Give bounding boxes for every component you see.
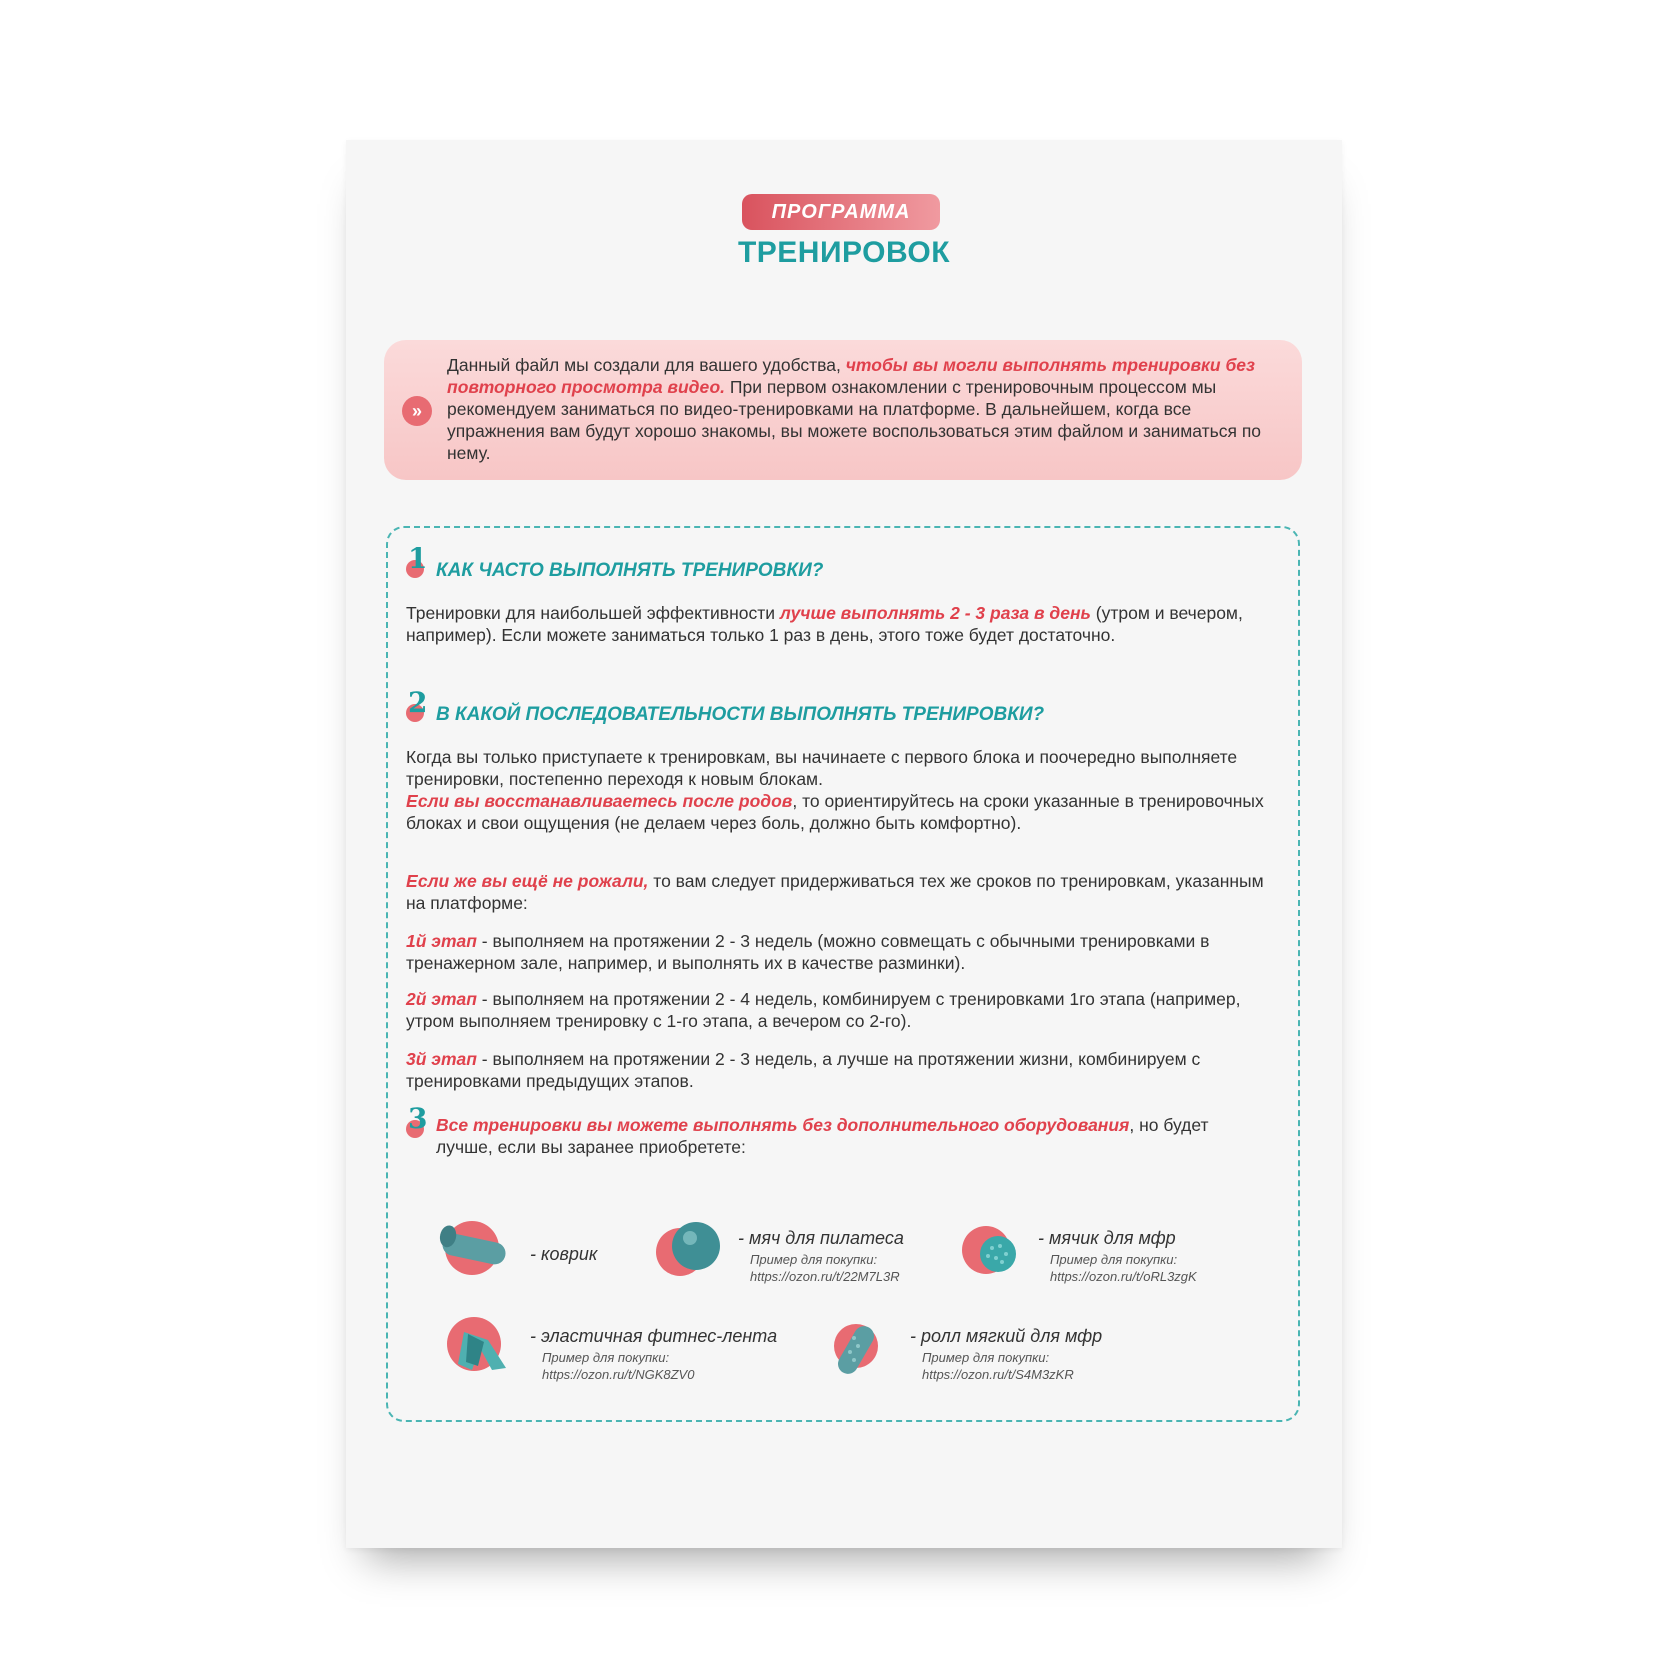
roll-hint: Пример для покупки: <box>922 1350 1050 1365</box>
ball-label: - мяч для пилатеса <box>738 1228 904 1248</box>
program-badge: ПРОГРАММА <box>742 194 940 230</box>
section-2-p3: Если же вы ещё не рожали, то вам следует придерживаться тех же сроков по тренировкам, указанным на платформе: <box>406 871 1264 913</box>
stage-1-text: 1й этап - выполняем на протяжении 2 - 3 недель (можно совмещать с обычными тренировками в тренажерном зале, например, и выполнять их в качестве разминки). <box>406 931 1210 973</box>
ball-link[interactable]: https://ozon.ru/t/22M7L3R <box>750 1269 900 1284</box>
roll-link[interactable]: https://ozon.ru/t/S4M3zKR <box>922 1367 1074 1382</box>
mfr-ball-hint: Пример для покупки: <box>1050 1252 1178 1267</box>
document-page <box>346 140 1342 1548</box>
mfr-ball-label: - мячик для мфр <box>1038 1228 1176 1248</box>
ball-hint: Пример для покупки: <box>750 1252 878 1267</box>
band-label: - эластичная фитнес-лента <box>530 1326 778 1346</box>
number-3-icon: 3 <box>406 1108 428 1138</box>
section-2-title: В КАКОЙ ПОСЛЕДОВАТЕЛЬНОСТИ ВЫПОЛНЯТЬ ТРЕНИРОВКИ? <box>436 704 1045 725</box>
stage-2-text: 2й этап - выполняем на протяжении 2 - 4 недель, комбинируем с тренировками 1го этапа (например, утром выполняем тренировку с 1-го этапа, а вечером со 2-го). <box>406 989 1241 1031</box>
section-1-text: Тренировки для наибольшей эффективности лучше выполнять 2 - 3 раза в день (утром и вечером, например). Если можете заниматься только 1 раз в день, этого тоже будет достаточно. <box>406 603 1243 645</box>
intro-box <box>384 340 1302 480</box>
faq-box <box>386 526 1300 1422</box>
stage-3-text: 3й этап - выполняем на протяжении 2 - 3 недель, а лучше на протяжении жизни, комбинируем с тренировками предыдущих этапов. <box>406 1049 1201 1091</box>
fitness-band-icon <box>444 1314 524 1374</box>
pilates-ball-icon <box>650 1218 730 1278</box>
roll-label: - ролл мягкий для мфр <box>910 1326 1103 1346</box>
section-2-p1: Когда вы только приступаете к тренировкам, вы начинаете с первого блока и поочередно выполняете тренировки, постепенно переходя к новым блокам. <box>406 747 1238 789</box>
section-3-text: Все тренировки вы можете выполнять без дополнительного оборудования, но будет лучше, если вы заранее приобретете: <box>436 1115 1209 1157</box>
yoga-mat-icon <box>434 1218 514 1278</box>
intro-text: Данный файл мы создали для вашего удобства, чтобы вы могли выполнять тренировки без повторного просмотра видео. При первом ознакомлении с тренировочным процессом мы рекомендуем заниматься по видео-тренировками на платформе. В дальнейшем, когда все упражнения вам будут хорошо знакомы, вы можете воспользоваться этим файлом и заниматься по нему. <box>447 355 1262 463</box>
mfr-ball-icon <box>958 1218 1038 1278</box>
section-1-title: КАК ЧАСТО ВЫПОЛНЯТЬ ТРЕНИРОВКИ? <box>436 560 824 581</box>
band-hint: Пример для покупки: <box>542 1350 670 1365</box>
page-title: ТРЕНИРОВОК <box>737 236 951 269</box>
number-2-icon: 2 <box>406 692 428 722</box>
section-2-p2: Если вы восстанавливаетесь после родов, то ориентируйтесь на сроки указанные в тренировочных блоках и свои ощущения (не делаем через боль, должно быть комфортно). <box>406 791 1264 833</box>
double-chevron-icon: » <box>402 396 432 426</box>
number-1-icon: 1 <box>406 548 428 578</box>
mat-label: - коврик <box>530 1244 598 1264</box>
mfr-ball-link[interactable]: https://ozon.ru/t/oRL3zgK <box>1050 1269 1197 1284</box>
massage-roll-icon <box>828 1314 908 1374</box>
band-link[interactable]: https://ozon.ru/t/NGK8ZV0 <box>542 1367 695 1382</box>
